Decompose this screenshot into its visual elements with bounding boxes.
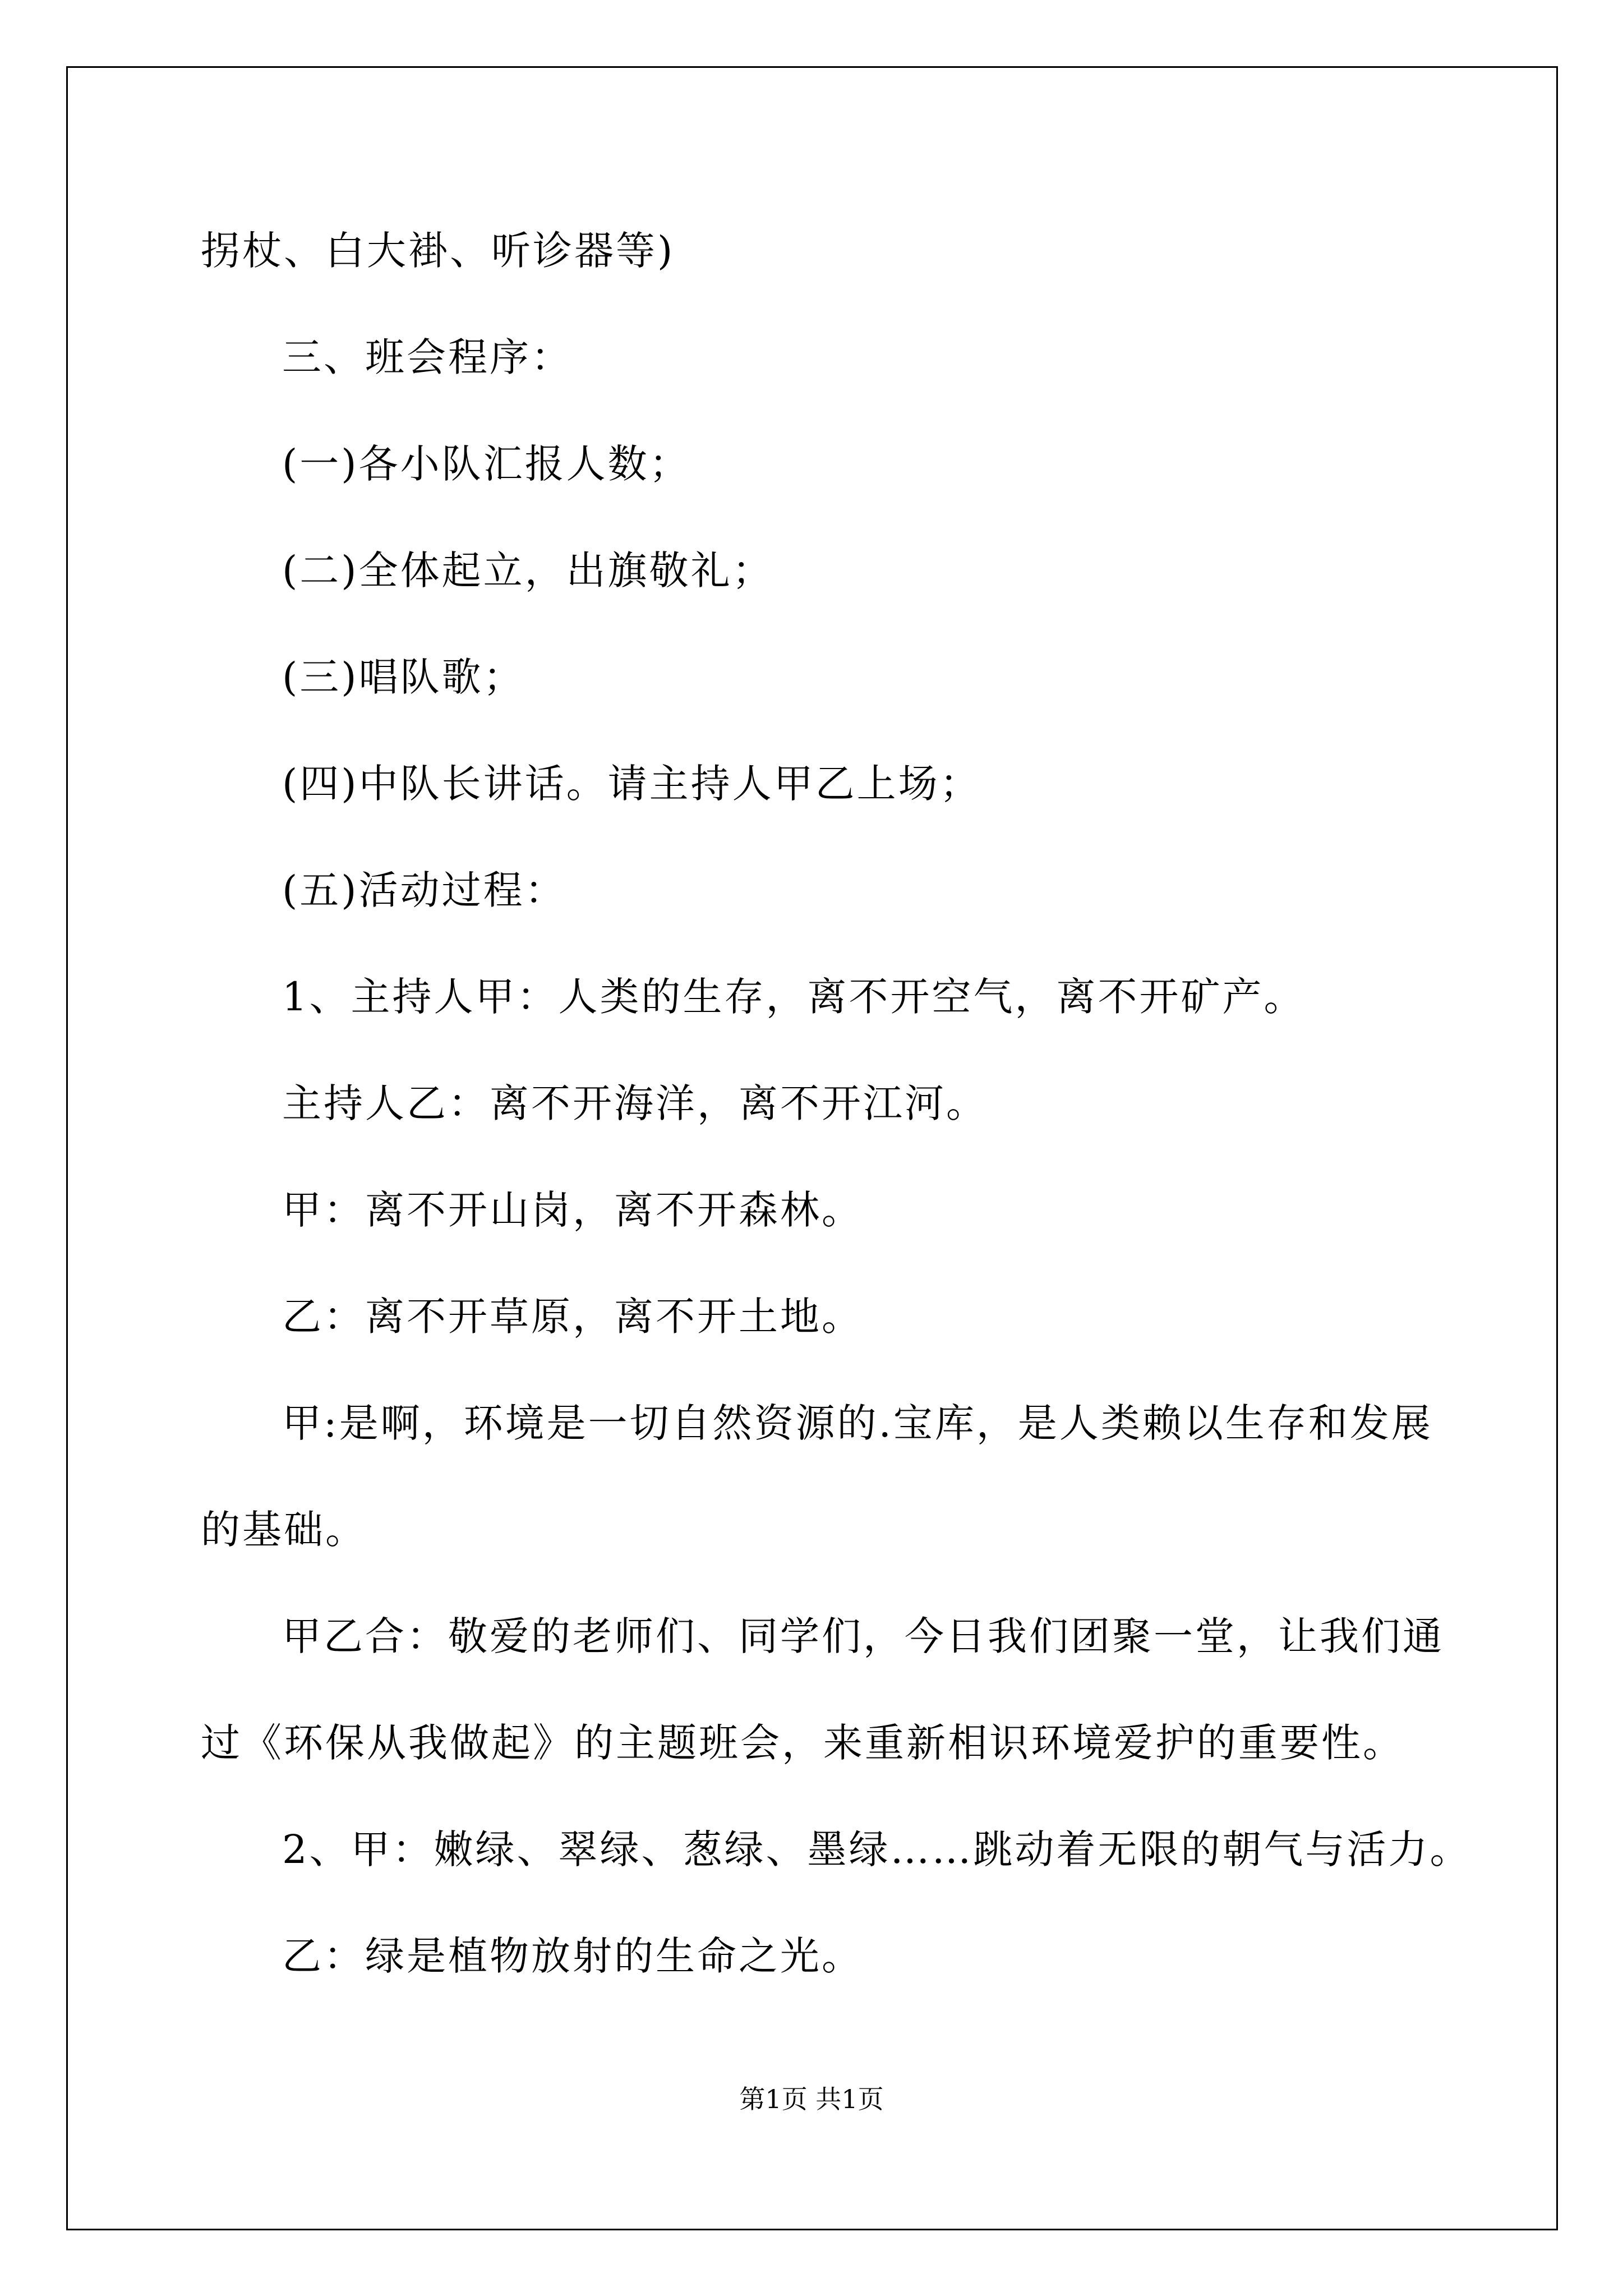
section-heading: 三、班会程序： [282, 334, 573, 380]
paragraph-line: 主持人乙：离不开海洋，离不开江河。 [282, 1080, 988, 1126]
paragraph-line: (三)唱队歌； [282, 654, 525, 700]
paragraph-line: 乙：离不开草原，离不开土地。 [282, 1294, 863, 1340]
page-number: 第1页 共1页 [739, 2084, 884, 2114]
paragraph-line: 甲：离不开山岗，离不开森林。 [282, 1187, 863, 1233]
paragraph-line: (四)中队长讲话。请主持人甲乙上场； [282, 761, 981, 807]
paragraph-line: (五)活动过程： [282, 867, 566, 913]
paragraph-line: (一)各小队汇报人数； [282, 441, 691, 487]
paragraph-line: 的基础。 [201, 1507, 367, 1553]
paragraph-line: 拐杖、白大褂、听诊器等) [201, 228, 675, 274]
page-border [66, 66, 1558, 2230]
paragraph-line: 2、甲：嫩绿、翠绿、葱绿、墨绿……跳动着无限的朝气与活力。 [282, 1826, 1472, 1872]
paragraph-line: 过《环保从我做起》的主题班会，来重新相识环境爱护的重要性。 [201, 1720, 1404, 1766]
paragraph-line: 乙：绿是植物放射的生命之光。 [282, 1933, 863, 1979]
paragraph-line: (二)全体起立，出旗敬礼； [282, 547, 774, 593]
paragraph-line: 甲乙合：敬爱的老师们、同学们，今日我们团聚一堂，让我们通 [282, 1613, 1444, 1659]
paragraph-line: 1、主持人甲：人类的生存，离不开空气，离不开矿产。 [282, 974, 1306, 1020]
paragraph-line: 甲:是啊，环境是一切自然资源的.宝库，是人类赖以生存和发展 [282, 1400, 1433, 1446]
